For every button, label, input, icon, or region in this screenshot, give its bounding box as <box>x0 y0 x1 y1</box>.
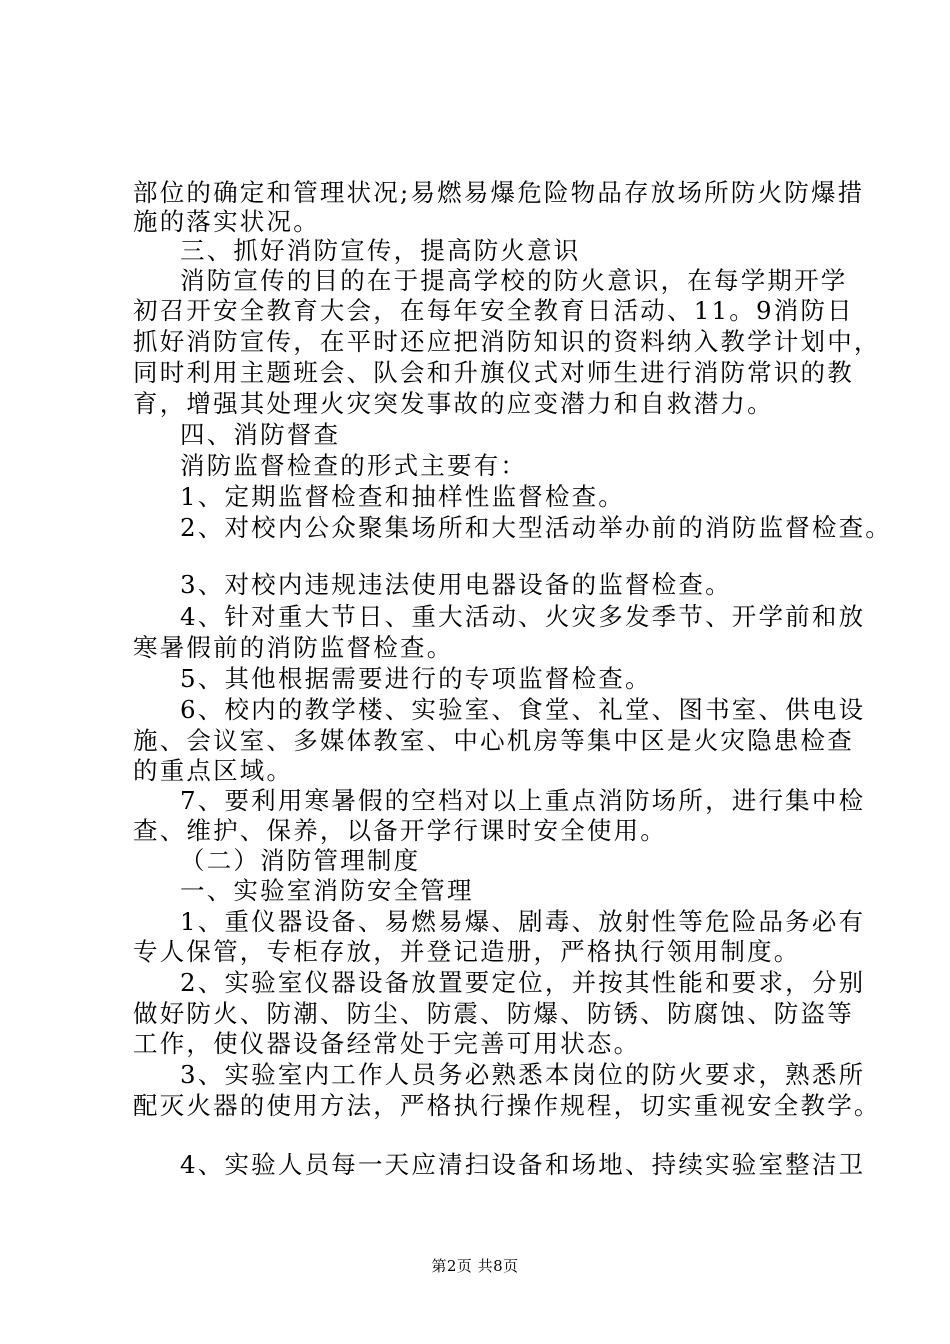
text-line: 育，增强其处理火灾突发事故的应变潜力和自救潜力。 <box>133 389 774 418</box>
text-line: 初召开安全教育大会，在每年安全教育日活动、11。9消防日 <box>133 296 854 325</box>
list-item: 1、定期监督检查和抽样性监督检查。 <box>180 482 625 511</box>
text-line: 的重点区域。 <box>133 756 294 785</box>
text-line: 消防宣传的目的在于提高学校的防火意识，在每学期开学 <box>180 266 848 295</box>
list-item: 5、其他根据需要进行的专项监督检查。 <box>180 664 652 693</box>
text-line: 配灭火器的使用方法，严格执行操作规程，切实重视安全教学。 <box>133 1091 881 1120</box>
text-line: 施、会议室、多媒体教室、中心机房等集中区是火灾隐患检查 <box>133 726 854 755</box>
text-line: 施的落实状况。 <box>133 207 320 236</box>
list-item: 3、实验室内工作人员务必熟悉本岗位的防火要求，熟悉所 <box>180 1060 866 1089</box>
list-item: 2、对校内公众聚集场所和大型活动举办前的消防监督检查。 <box>180 513 892 542</box>
text-line: 做好防火、防潮、防尘、防震、防爆、防锈、防腐蚀、防盗等 <box>133 999 854 1028</box>
text-line: 消防监督检查的形式主要有： <box>180 451 528 480</box>
list-item: 1、重仪器设备、易燃易爆、剧毒、放射性等危险品务必有 <box>180 907 866 936</box>
text-line: 专人保管，专柜存放，并登记造册，严格执行领用制度。 <box>133 937 801 966</box>
section-heading: 四、消防督查 <box>180 420 341 449</box>
list-item: 2、实验室仪器设备放置要定位，并按其性能和要求，分别 <box>180 968 866 997</box>
page-footer: 第2页 共8页 <box>431 1257 519 1275</box>
text-line: 工作，使仪器设备经常处于完善可用状态。 <box>133 1029 641 1058</box>
list-item: 4、针对重大节日、重大活动、火灾多发季节、开学前和放 <box>180 602 866 631</box>
section-heading: 一、实验室消防安全管理 <box>180 876 474 905</box>
list-item: 6、校内的教学楼、实验室、食堂、礼堂、图书室、供电设 <box>180 695 866 724</box>
section-heading: 三、抓好消防宣传，提高防火意识 <box>180 236 581 265</box>
list-item: 3、对校内违规违法使用电器设备的监督检查。 <box>180 570 732 599</box>
list-item: 7、要利用寒暑假的空档对以上重点消防场所，进行集中检 <box>180 786 866 815</box>
list-item: 4、实验人员每一天应清扫设备和场地、持续实验室整洁卫 <box>180 1150 866 1179</box>
text-line: 部位的确定和管理状况;易燃易爆危险物品存放场所防火防爆措 <box>133 178 865 207</box>
text-line: 同时利用主题班会、队会和升旗仪式对师生进行消防常识的教 <box>133 358 854 387</box>
text-line: 寒暑假前的消防监督检查。 <box>133 633 454 662</box>
text-line: 查、维护、保养，以备开学行课时安全使用。 <box>133 816 667 845</box>
text-line: 抓好消防宣传，在平时还应把消防知识的资料纳入教学计划中， <box>133 327 881 356</box>
section-heading: （二）消防管理制度 <box>180 846 421 875</box>
